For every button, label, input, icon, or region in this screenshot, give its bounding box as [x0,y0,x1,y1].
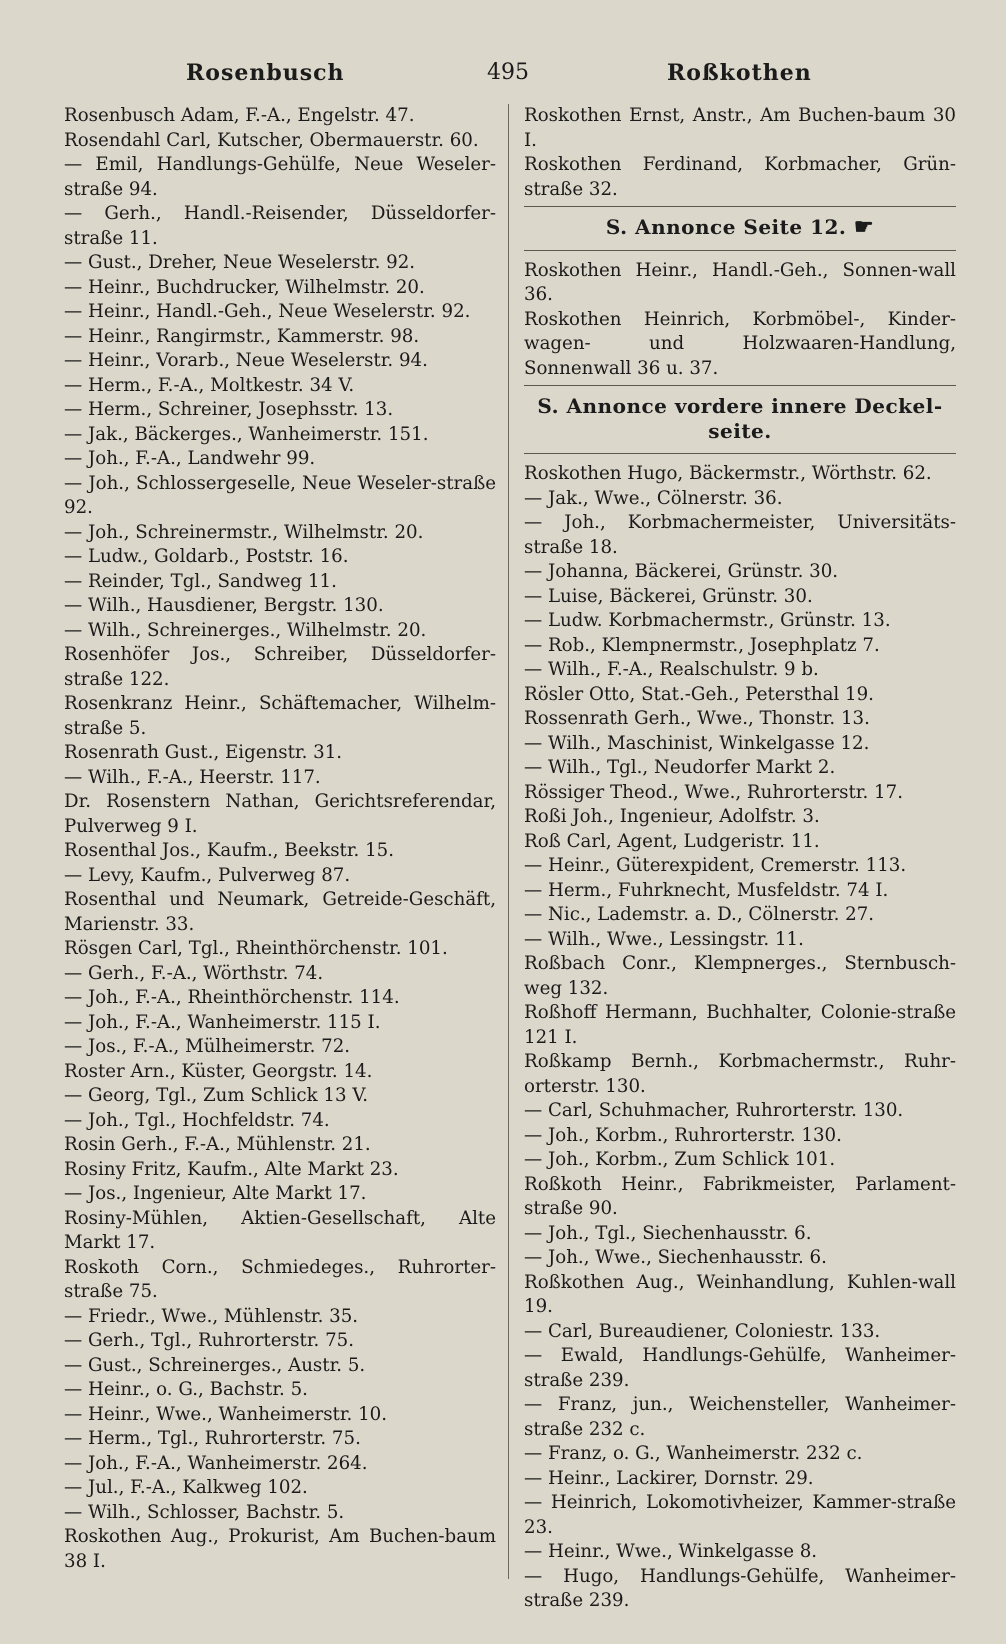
directory-entry: — Heinr., Handl.-Geh., Neue Weselerstr. 92. [64,301,471,322]
directory-entry: — Wilh., Maschinist, Winkelgasse 12. [524,732,870,754]
directory-entry: — Gerh., Handl.-Reisender, Düsseldorfer-straße 11. [64,203,496,249]
directory-entry: — Reinder, Tgl., Sandweg 11. [64,570,337,592]
separator-rule [524,250,956,251]
directory-entry: Roskothen Ernst, Anstr., Am Buchen-baum 30 I. [524,105,956,151]
directory-entry: Roskothen Ferdinand, Korbmacher, Grün-straße 32. [524,154,956,200]
separator-rule [524,453,956,454]
directory-entry: Rösler Otto, Stat.-Geh., Petersthal 19. [524,683,874,705]
directory-entry: Roskothen Aug., Prokurist, Am Buchen-baum 38 I. [64,1526,496,1572]
directory-entry: — Herm., Fuhrknecht, Musfeldstr. 74 I. [524,879,889,901]
directory-entry: — Jos., Ingenieur, Alte Markt 17. [64,1183,367,1204]
directory-entry: Rosenhöfer Jos., Schreiber, Düsseldorfer-straße 122. [64,644,496,690]
directory-entry: — Heinr., Wwe., Winkelgasse 8. [524,1541,818,1562]
directory-entry: — Emil, Handlungs-Gehülfe, Neue Weseler-straße 94. [64,154,496,200]
directory-entry: — Levy, Kaufm., Pulverweg 87. [64,864,351,886]
directory-entry: — Heinr., Lackirer, Dornstr. 29. [524,1467,814,1489]
directory-entry: — Friedr., Wwe., Mühlenstr. 35. [64,1305,359,1327]
directory-entry: — Joh., Tgl., Siechenhausstr. 6. [524,1222,812,1244]
right-column-entries-c [524,462,956,1614]
directory-entry: — Heinr., Buchdrucker, Wilhelmstr. 20. [64,276,425,298]
page-header [0,56,1006,96]
directory-entry: — Wilh., Wwe., Lessingstr. 11. [524,928,804,950]
directory-entry: — Herm., F.-A., Moltkestr. 34 V. [64,374,355,396]
directory-entry: — Gust., Schreinerges., Austr. 5. [64,1354,366,1376]
directory-entry: — Joh., F.-A., Wanheimerstr. 115 I. [64,1011,381,1033]
directory-entry: — Ludw. Korbmachermstr., Grünstr. 13. [524,610,891,631]
directory-entry: — Gerh., F.-A., Wörthstr. 74. [64,962,324,984]
directory-entry: — Heinr., Vorarb., Neue Weselerstr. 94. [64,350,428,371]
directory-entry: — Wilh., F.-A., Realschulstr. 9 b. [524,659,819,680]
directory-entry: — Herm., Tgl., Ruhrorterstr. 75. [64,1428,361,1449]
directory-entry: Roßi Joh., Ingenieur, Adolfstr. 3. [524,806,820,827]
directory-entry: Rossenrath Gerh., Wwe., Thonstr. 13. [524,708,870,729]
directory-entry: Rosin Gerh., F.-A., Mühlenstr. 21. [64,1134,371,1155]
directory-entry: Roßbach Conr., Klempnerges., Sternbusch-weg 132. [524,953,956,999]
directory-entry: — Wilh., F.-A., Heerstr. 117. [64,766,321,788]
directory-entry: Roßhoff Hermann, Buchhalter, Colonie-straße 121 I. [524,1002,956,1048]
header-right-keyword: Roßkothen [667,60,812,86]
directory-entry: Rosendahl Carl, Kutscher, Obermauerstr. 60. [64,129,479,151]
directory-entry: Rosenrath Gust., Eigenstr. 31. [64,742,343,763]
directory-entry: — Joh., Korbm., Zum Schlick 101. [524,1149,836,1170]
directory-entry: — Ludw., Goldarb., Poststr. 16. [64,546,349,567]
directory-entry: — Joh., F.-A., Rheinthörchenstr. 114. [64,987,400,1008]
directory-entry: — Heinr., Güterexpident, Cremerstr. 113. [524,855,907,876]
directory-entry: Rosiny Fritz, Kaufm., Alte Markt 23. [64,1158,399,1180]
directory-entry: Rösgen Carl, Tgl., Rheinthörchenstr. 101. [64,938,448,959]
directory-entry: — Hugo, Handlungs-Gehülfe, Wanheimer-straße 239. [524,1565,956,1611]
directory-entry: — Joh., F.-A., Landwehr 99. [64,448,316,469]
directory-entry: Rosenthal Jos., Kaufm., Beekstr. 15. [64,840,395,861]
directory-entry: — Joh., Schreinermstr., Wilhelmstr. 20. [64,521,424,543]
directory-entry: — Heinr., o. G., Bachstr. 5. [64,1379,308,1400]
directory-entry: Roskoth Corn., Schmiedeges., Ruhrorter-straße 75. [64,1256,496,1302]
separator-rule [524,385,956,386]
directory-entry: — Joh., F.-A., Wanheimerstr. 264. [64,1452,368,1474]
directory-entry: — Rob., Klempnermstr., Josephplatz 7. [524,634,880,656]
directory-entry: Rössiger Theod., Wwe., Ruhrorterstr. 17. [524,781,903,803]
directory-entry: — Carl, Bureaudiener, Coloniestr. 133. [524,1320,881,1342]
ad-text-cover: S. Annonce vordere innere Deckel-seite. [537,394,943,443]
directory-entry: Dr. Rosenstern Nathan, Gerichtsreferendar, Pulverweg 9 I. [64,791,496,837]
directory-entry: Roster Arn., Küster, Georgstr. 14. [64,1060,373,1082]
directory-entry: — Luise, Bäckerei, Grünstr. 30. [524,585,813,607]
directory-entry: — Georg, Tgl., Zum Schlick 13 V. [64,1085,369,1106]
directory-entry: — Joh., Korbm., Ruhrorterstr. 130. [524,1124,842,1146]
directory-entry: Roskothen Heinr., Handl.-Geh., Sonnen-wall 36. [524,259,956,305]
directory-entry: Rosenkranz Heinr., Schäftemacher, Wilhelm-straße 5. [64,693,496,739]
directory-entry: Roßkothen Aug., Weinhandlung, Kuhlen-wall 19. [524,1271,956,1317]
directory-entry: — Joh., Korbmachermeister, Universitäts-straße 18. [524,512,956,558]
directory-entry: — Joh., Tgl., Hochfeldstr. 74. [64,1109,330,1131]
directory-entry: — Joh., Wwe., Siechenhausstr. 6. [524,1247,827,1268]
directory-entry: — Herm., Schreiner, Josephsstr. 13. [64,399,394,420]
directory-entry: — Jak., Wwe., Cölnerstr. 36. [524,487,783,509]
directory-entry: — Gerh., Tgl., Ruhrorterstr. 75. [64,1330,354,1351]
advertisement-notice [524,215,956,240]
directory-entry: — Wilh., Schreinerges., Wilhelmstr. 20. [64,619,427,641]
directory-entry: Rosenbusch Adam, F.-A., Engelstr. 47. [64,105,415,126]
directory-entry: — Wilh., Tgl., Neudorfer Markt 2. [524,757,836,778]
header-left-keyword: Rosenbusch [186,60,345,86]
directory-entry: — Jak., Bäckerges., Wanheimerstr. 151. [64,423,429,445]
left-column [64,104,496,1574]
directory-entry: — Gust., Dreher, Neue Weselerstr. 92. [64,252,416,273]
directory-entry: — Wilh., Schlosser, Bachstr. 5. [64,1501,345,1523]
directory-entry: — Joh., Schlossergeselle, Neue Weseler-straße 92. [64,472,496,518]
directory-entry: Roß Carl, Agent, Ludgeristr. 11. [524,830,820,852]
page-number: 495 [487,60,529,85]
directory-entry: Roßkamp Bernh., Korbmachermstr., Ruhr-orterstr. 130. [524,1051,956,1097]
ad-text: S. Annonce Seite 12. [605,215,847,239]
directory-entry: — Johanna, Bäckerei, Grünstr. 30. [524,561,839,582]
column-divider [508,104,509,1579]
directory-entry: Roskothen Heinrich, Korbmöbel-, Kinder-wagen- und Holzwaaren-Handlung, Sonnenwall 36 u. 37. [524,308,956,379]
directory-entry: Roßkoth Heinr., Fabrikmeister, Parlament-straße 90. [524,1173,956,1219]
directory-entry: Roskothen Hugo, Bäckermstr., Wörthstr. 62. [524,463,932,484]
directory-entry: — Heinrich, Lokomotivheizer, Kammer-straße 23. [524,1492,956,1538]
pointing-hand-icon: ☛ [853,214,875,240]
directory-entry: — Franz, o. G., Wanheimerstr. 232 c. [524,1443,863,1464]
directory-entry: — Jul., F.-A., Kalkweg 102. [64,1477,308,1498]
directory-entry: — Nic., Lademstr. a. D., Cölnerstr. 27. [524,904,875,925]
directory-entry: Rosenthal und Neumark, Getreide-Geschäft, Marienstr. 33. [64,889,496,935]
directory-entry: — Jos., F.-A., Mülheimerstr. 72. [64,1036,351,1057]
directory-entry: — Carl, Schuhmacher, Ruhrorterstr. 130. [524,1100,904,1121]
directory-entry: Rosiny-Mühlen, Aktien-Gesellschaft, Alte Markt 17. [64,1207,496,1253]
directory-entry: — Ewald, Handlungs-Gehülfe, Wanheimer-straße 239. [524,1345,956,1391]
right-column-entries-b [524,259,956,382]
right-column-entries-a [524,104,956,202]
directory-entry: — Wilh., Hausdiener, Bergstr. 130. [64,595,384,616]
right-column [524,104,956,1614]
advertisement-notice-cover [524,394,956,443]
directory-entry: — Heinr., Rangirmstr., Kammerstr. 98. [64,325,420,347]
directory-entry: — Franz, jun., Weichensteller, Wanheimer-straße 232 c. [524,1394,956,1440]
directory-entry: — Heinr., Wwe., Wanheimerstr. 10. [64,1403,388,1425]
separator-rule [524,206,956,207]
